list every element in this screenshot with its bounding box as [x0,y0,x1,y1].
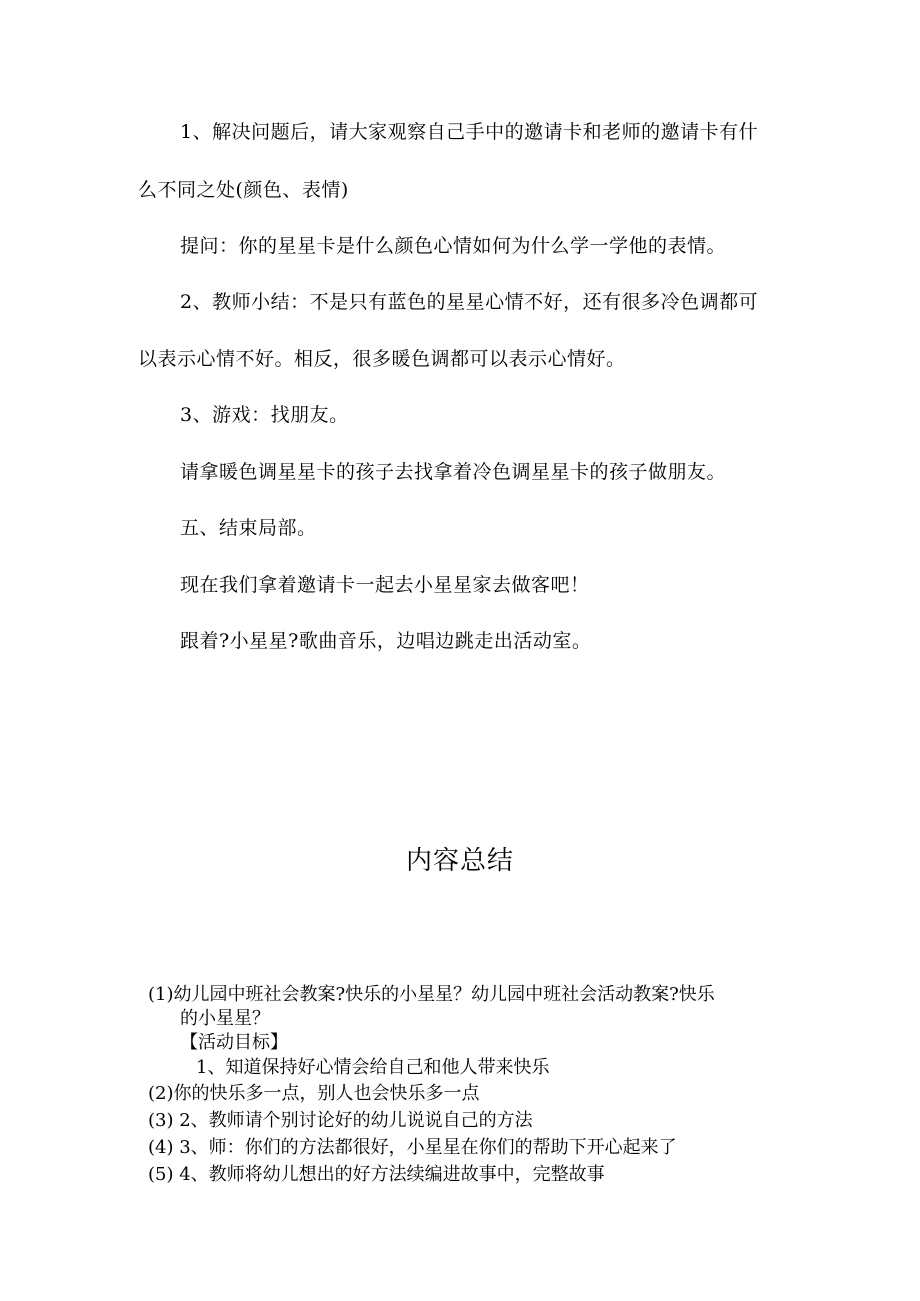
summary-item-4: (4) 3、师：你们的方法都很好，小星星在你们的帮助下开心起来了 [148,1137,677,1158]
summary-title: 内容总结 [405,846,514,876]
paragraph-8: 跟着?小星星?歌曲音乐，边唱边跳走出活动室。 [180,630,592,652]
paragraph-6: 五、结束局部。 [180,517,317,539]
paragraph-3-line-2: 以表示心情不好。相反，很多暖色调都可以表示心情好。 [138,348,626,370]
summary-item-3: (3) 2、教师请个别讨论好的幼儿说说自己的方法 [148,1110,533,1131]
summary-item-2: (2)你的快乐多一点，别人也会快乐多一点 [148,1083,480,1104]
paragraph-1-line-2: 么不同之处(颜色、表情) [138,179,349,201]
paragraph-1-line-1: 1、解决问题后，请大家观察自己手中的邀请卡和老师的邀请卡有什 [180,121,759,143]
paragraph-7: 现在我们拿着邀请卡一起去小星星家去做客吧！ [180,574,590,596]
summary-item-1-line-2: 的小星星？ [180,1008,270,1029]
summary-item-1-line-4: 1、知道保持好心情会给自己和他人带来快乐 [196,1057,550,1078]
paragraph-2: 提问：你的星星卡是什么颜色心情如何为什么学一学他的表情。 [180,235,727,257]
paragraph-4: 3、游戏：找朋友。 [180,404,349,426]
summary-item-1-line-3: 【活动目标】 [180,1032,288,1053]
summary-item-5: (5) 4、教师将幼儿想出的好方法续编进故事中，完整故事 [148,1164,605,1185]
paragraph-5: 请拿暖色调星星卡的孩子去找拿着冷色调星星卡的孩子做朋友。 [180,461,727,483]
paragraph-3-line-1: 2、教师小结：不是只有蓝色的星星心情不好，还有很多冷色调都可 [180,291,759,313]
summary-item-1-line-1: (1)幼儿园中班社会教案?快乐的小星星？幼儿园中班社会活动教案?快乐 [148,984,715,1005]
